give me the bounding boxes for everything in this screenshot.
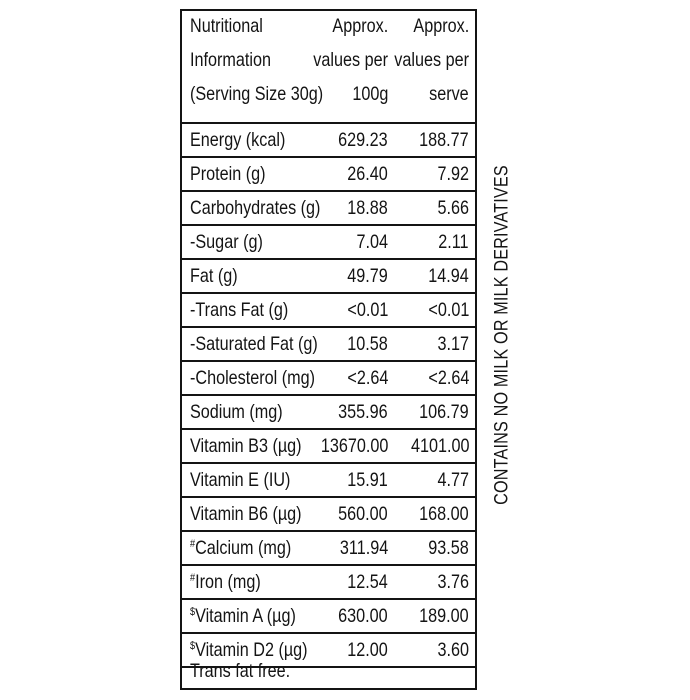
value-per-serve: 3.76 — [437, 571, 469, 593]
table-row — [182, 464, 475, 498]
nutrition-table — [180, 9, 477, 690]
nutrient-label: Energy (kcal) — [190, 129, 286, 151]
nutrient-name — [190, 124, 285, 156]
nutrient-name — [190, 600, 296, 632]
header-name-line-3: (Serving Size 30g) — [190, 83, 324, 105]
value-per-serve: 5.66 — [437, 197, 469, 219]
value-per-100g: <2.64 — [347, 367, 388, 389]
table-row — [182, 260, 475, 294]
nutrient-name — [190, 498, 302, 530]
value-per-100g: 18.88 — [347, 197, 388, 219]
value-per-serve: 188.77 — [419, 129, 469, 151]
nutrient-label: Vitamin A (µg) — [195, 605, 296, 627]
header-name-line-1: Nutritional — [190, 15, 263, 37]
header-serve-line-3: serve — [429, 83, 469, 105]
value-per-serve: <0.01 — [428, 299, 469, 321]
header-per100-line-3: 100g — [351, 83, 388, 105]
table-row — [182, 532, 475, 566]
value-per-100g: 560.00 — [338, 503, 388, 525]
value-per-100g: 630.00 — [338, 605, 388, 627]
nutrient-label: Vitamin B3 (µg) — [190, 435, 302, 457]
value-per-serve: <2.64 — [428, 367, 469, 389]
nutrient-name — [190, 430, 302, 462]
value-per-100g: 12.00 — [347, 639, 388, 661]
value-per-100g: 311.94 — [339, 537, 388, 559]
nutrient-label: Iron (mg) — [195, 571, 261, 593]
table-row — [182, 566, 475, 600]
nutrient-name — [190, 566, 261, 598]
table-header — [182, 11, 475, 124]
nutrient-label: -Sugar (g) — [190, 231, 263, 253]
table-row — [182, 430, 475, 464]
nutrient-name — [190, 158, 266, 190]
nutrient-rows — [182, 124, 475, 668]
footer-note: Trans fat free. — [190, 660, 291, 682]
nutrient-name — [190, 260, 238, 292]
nutrient-name — [190, 328, 318, 360]
header-serve-line-1: Approx. — [413, 15, 469, 37]
nutrient-label: -Saturated Fat (g) — [190, 333, 318, 355]
table-row — [182, 158, 475, 192]
value-per-100g: 10.58 — [347, 333, 388, 355]
table-row — [182, 600, 475, 634]
table-row — [182, 226, 475, 260]
value-per-100g: 355.96 — [338, 401, 388, 423]
table-row — [182, 294, 475, 328]
header-per100-line-1: Approx. — [332, 15, 388, 37]
table-row — [182, 396, 475, 430]
value-per-serve: 168.00 — [419, 503, 469, 525]
nutrient-name — [190, 294, 288, 326]
nutrient-name — [190, 226, 263, 258]
value-per-100g: 12.54 — [347, 571, 388, 593]
nutrient-label: Vitamin E (IU) — [190, 469, 291, 491]
value-per-100g: 15.91 — [347, 469, 388, 491]
nutrient-name — [190, 396, 283, 428]
header-per100-line-2: values per — [313, 49, 388, 71]
value-per-serve: 3.17 — [437, 333, 469, 355]
value-per-serve: 106.79 — [419, 401, 469, 423]
footnote-mark: $ — [190, 606, 196, 618]
table-row — [182, 124, 475, 158]
header-serve-line-2: values per — [394, 49, 469, 71]
value-per-serve: 2.11 — [438, 231, 469, 253]
footnote-mark: # — [190, 538, 196, 550]
nutrient-name — [190, 362, 315, 394]
nutrient-name — [190, 464, 290, 496]
value-per-serve: 4.77 — [437, 469, 469, 491]
value-per-100g: 49.79 — [347, 265, 388, 287]
nutrient-label: -Trans Fat (g) — [190, 299, 289, 321]
header-name-line-2: Information — [190, 49, 271, 71]
table-row — [182, 362, 475, 396]
table-footer — [182, 654, 475, 688]
nutrient-label: -Cholesterol (mg) — [190, 367, 316, 389]
value-per-serve: 189.00 — [419, 605, 469, 627]
nutrient-label: Vitamin B6 (µg) — [190, 503, 302, 525]
value-per-100g: 13670.00 — [320, 435, 388, 457]
nutrient-name — [190, 532, 291, 564]
value-per-serve: 4101.00 — [410, 435, 469, 457]
value-per-serve: 3.60 — [437, 639, 469, 661]
nutrient-name — [190, 192, 320, 224]
value-per-100g: <0.01 — [347, 299, 388, 321]
nutrient-label: Fat (g) — [190, 265, 238, 287]
footnote-mark: $ — [190, 640, 196, 652]
value-per-100g: 629.23 — [338, 129, 388, 151]
value-per-serve: 14.94 — [428, 265, 469, 287]
footnote-mark: # — [190, 572, 196, 584]
nutrient-label: Carbohydrates (g) — [190, 197, 321, 219]
allergen-note-text: CONTAINS NO MILK OR MILK DERIVATIVES — [490, 165, 513, 505]
value-per-100g: 26.40 — [347, 163, 388, 185]
table-row — [182, 328, 475, 362]
table-row — [182, 192, 475, 226]
table-row — [182, 498, 475, 532]
value-per-100g: 7.04 — [356, 231, 388, 253]
nutrient-label: Sodium (mg) — [190, 401, 283, 423]
value-per-serve: 7.92 — [437, 163, 469, 185]
nutrient-label: Calcium (mg) — [195, 537, 292, 559]
value-per-serve: 93.58 — [428, 537, 469, 559]
nutrient-label: Protein (g) — [190, 163, 266, 185]
nutrient-label: Vitamin D2 (µg) — [195, 639, 308, 661]
